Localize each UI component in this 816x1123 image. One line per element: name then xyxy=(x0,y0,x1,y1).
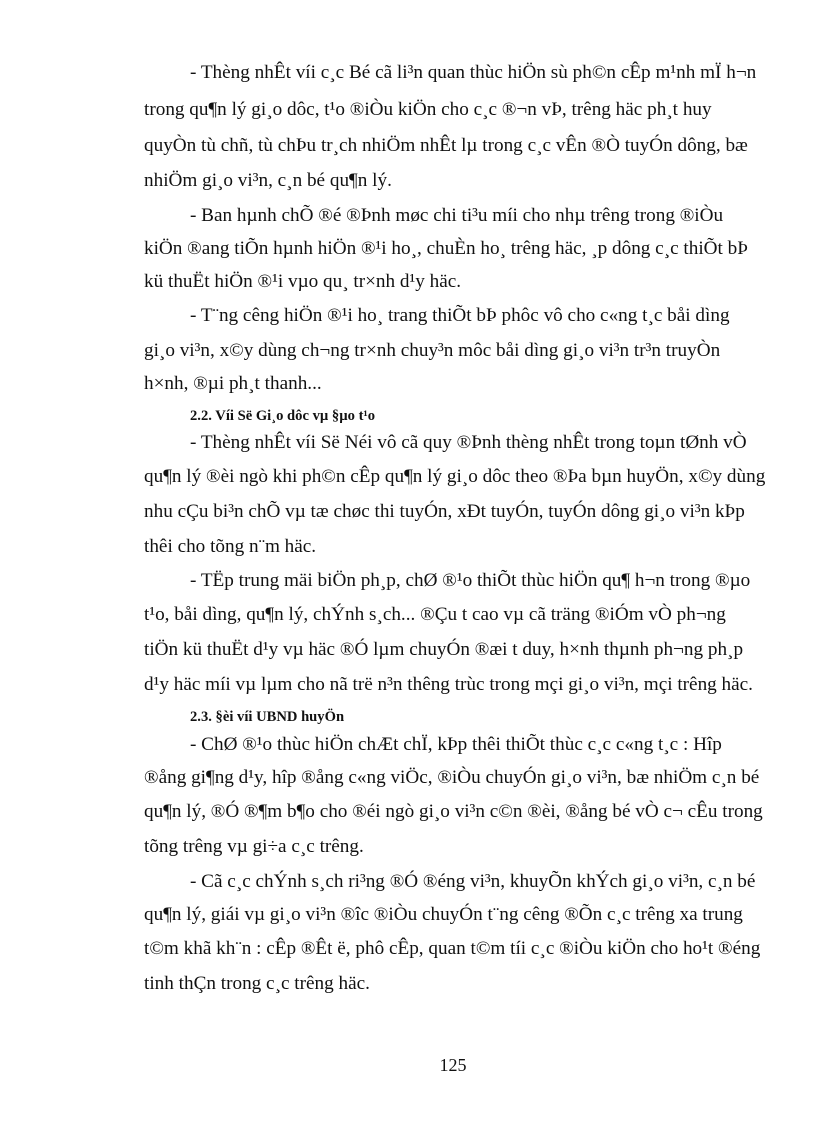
text-line: qu¶n lý ®èi ngò khi ph©n cÊp qu¶n lý gi¸o dôc theo ®Þa bµn huyÖn, x©y dùng xyxy=(144,466,766,487)
text-line: kiÖn ®ang tiÕn hµnh hiÖn ®¹i ho¸, chuÈn ho¸ trêng häc, ¸p dông c¸c thiÕt bÞ xyxy=(144,238,748,259)
text-line: d¹y häc míi vµ lµm cho nã trë n³n thêng trùc trong mçi gi¸o vi³n, mçi trêng häc. xyxy=(144,674,753,695)
section-heading: 2.2. Víi Së Gi¸o dôc vµ §µo t¹o xyxy=(190,408,376,424)
text-line: h×nh, ®µi ph¸t thanh... xyxy=(144,373,322,394)
text-line: nhu cÇu bi³n chÕ vµ tæ chøc thi tuyÓn, xÐt tuyÓn, tuyÓn dông gi¸o vi³n kÞp xyxy=(144,501,745,522)
text-line: quyÒn tù chñ, tù chÞu tr¸ch nhiÖm nhÊt lµ trong c¸c vÊn ®Ò tuyÓn dông, bæ xyxy=(144,135,748,156)
text-line: t©m khã kh¨n : cÊp ®Êt ë, phô cÊp, quan t©m tíi c¸c ®iÒu kiÖn cho ho¹t ®éng xyxy=(144,938,761,959)
text-line: - T¨ng cêng hiÖn ®¹i ho¸ trang thiÕt bÞ phôc vô cho c«ng t¸c båi dìng xyxy=(190,305,730,326)
text-line: kü thuËt hiÖn ®¹i vµo qu¸ tr×nh d¹y häc. xyxy=(144,271,462,292)
section-heading: 2.3. §èi víi UBND huyÖn xyxy=(190,709,345,725)
text-line: gi¸o vi³n, x©y dùng ch¬ng tr×nh chuy³n môc båi dìng gi¸o vi³n tr³n truyÒn xyxy=(144,340,721,361)
text-line: trong qu¶n lý gi¸o dôc, t¹o ®iÒu kiÖn cho c¸c ®¬n vÞ, trêng häc ph¸t huy xyxy=(144,99,712,120)
text-line: - Ban hµnh chÕ ®é ®Þnh møc chi ti³u míi cho nhµ trêng trong ®iÒu xyxy=(190,205,724,226)
text-line: t¹o, båi dìng, qu¶n lý, chÝnh s¸ch... ®Çu t cao vµ cã träng ®iÓm vÒ ph¬ng xyxy=(144,604,726,625)
text-line: qu¶n lý, ®Ó ®¶m b¶o cho ®éi ngò gi¸o vi³n c©n ®èi, ®ång bé vÒ c¬ cÊu trong xyxy=(144,801,763,822)
text-line: nhiÖm gi¸o vi³n, c¸n bé qu¶n lý. xyxy=(144,170,392,191)
text-line: tiÖn kü thuËt d¹y vµ häc ®Ó lµm chuyÓn ®æi t duy, h×nh thµnh ph¬ng ph¸p xyxy=(144,639,744,660)
text-line: - Thèng nhÊt víi c¸c Bé cã li³n quan thùc hiÖn sù ph©n cÊp m¹nh mÏ h¬n xyxy=(190,62,757,83)
page-number: 125 xyxy=(439,1055,467,1075)
text-line: - ChØ ®¹o thùc hiÖn chÆt chÏ, kÞp thêi thiÕt thùc c¸c c«ng t¸c : Hîp xyxy=(190,734,722,755)
text-line: ®ång gi¶ng d¹y, hîp ®ång c«ng viÖc, ®iÒu chuyÓn gi¸o vi³n, bæ nhiÖm c¸n bé xyxy=(144,767,760,788)
text-line: thêi cho tõng n¨m häc. xyxy=(144,536,317,557)
text-line: tinh thÇn trong c¸c trêng häc. xyxy=(144,973,370,994)
text-line: qu¶n lý, giái vµ gi¸o vi³n ®îc ®iÒu chuyÓn t¨ng cêng ®Õn c¸c trêng xa trung xyxy=(144,904,743,925)
text-line: - Thèng nhÊt víi Së Néi vô cã quy ®Þnh thèng nhÊt trong toµn tØnh vÒ xyxy=(190,432,747,453)
text-line: tõng trêng vµ gi÷a c¸c trêng. xyxy=(144,836,364,857)
text-line: - TËp trung mäi biÖn ph¸p, chØ ®¹o thiÕt thùc hiÖn qu¶ h¬n trong ®µo xyxy=(190,570,751,591)
text-line: - Cã c¸c chÝnh s¸ch ri³ng ®Ó ®éng vi³n, khuyÕn khÝch gi¸o vi³n, c¸n bé xyxy=(190,871,756,892)
